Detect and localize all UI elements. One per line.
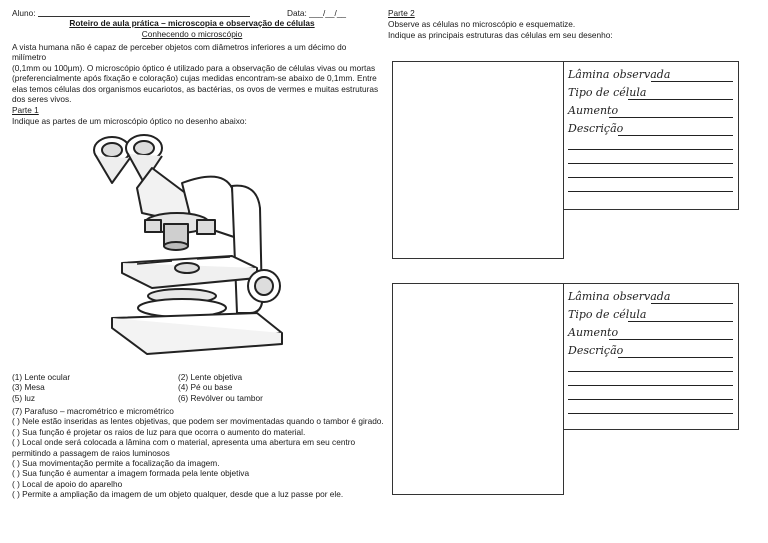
field-line-aumento[interactable]: [609, 339, 733, 340]
field-label-aumento: Aumento: [568, 326, 619, 339]
page-subtitle: Conhecendo o microscópio: [141, 29, 243, 39]
statement-item[interactable]: ( ) Permite a ampliação da imagem de um objeto qualquer, desde que a luz passe por ele.: [12, 489, 344, 500]
drawing-box-1[interactable]: [392, 61, 564, 259]
field-label-lamina: Lâmina observada: [568, 68, 671, 81]
field-line-extra[interactable]: [568, 149, 733, 150]
info-box-1: [563, 61, 739, 210]
page-title: Roteiro de aula prática – microscopia e observação de células: [69, 18, 315, 28]
field-label-descricao: Descrição: [568, 122, 624, 135]
microscope-illustration: [82, 128, 292, 363]
drawing-box-2[interactable]: [392, 283, 564, 495]
field-line-extra[interactable]: [568, 385, 733, 386]
field-line-descricao[interactable]: [618, 357, 733, 358]
field-line-extra[interactable]: [568, 177, 733, 178]
field-label-tipo: Tipo de célula: [568, 86, 647, 99]
field-line-tipo[interactable]: [628, 321, 733, 322]
statement-item[interactable]: ( ) Sua função é projetar os raios de luz para que ocorra o aumento do material.: [12, 426, 306, 437]
field-label-aumento: Aumento: [568, 104, 619, 117]
field-line-extra[interactable]: [568, 399, 733, 400]
parte2-line2: Indique as principais estruturas das células em seu desenho:: [388, 30, 613, 40]
statement-item[interactable]: ( ) Local de apoio do aparelho: [12, 478, 123, 489]
parte1-heading: Parte 1: [12, 105, 39, 115]
field-line-extra[interactable]: [568, 371, 733, 372]
parte1-instruction: Indique as partes de um microscópio óptico no desenho abaixo:: [12, 116, 247, 126]
field-label-tipo: Tipo de célula: [568, 308, 647, 321]
field-line-extra[interactable]: [568, 191, 733, 192]
statement-item[interactable]: ( ) Nele estão inseridas as lentes objetivas, que podem ser movimentadas quando o tambor é girado.: [12, 416, 384, 427]
parte2-line1: Observe as células no microscópio e esquematize.: [388, 19, 576, 29]
field-label-lamina: Lâmina observada: [568, 290, 671, 303]
statement-item[interactable]: ( ) Local onde será colocada a lâmina com o material, apresenta uma abertura em seu centro: [12, 437, 356, 448]
data-label: Data: ___/__/__: [287, 8, 347, 18]
field-line-tipo[interactable]: [628, 99, 733, 100]
field-line-extra[interactable]: [568, 163, 733, 164]
aluno-label: Aluno:: [12, 8, 36, 18]
statement-item[interactable]: ( ) Sua movimentação permite a focalização da imagem.: [12, 458, 220, 469]
parte2-heading: Parte 2: [388, 8, 415, 18]
parts-left-list: (1) Lente ocular (3) Mesa (5) luz: [12, 372, 71, 403]
field-label-descricao: Descrição: [568, 344, 624, 357]
field-line-descricao[interactable]: [618, 135, 733, 136]
field-line-lamina[interactable]: [651, 303, 733, 304]
info-box-2: [563, 283, 739, 430]
field-line-aumento[interactable]: [609, 117, 733, 118]
field-line-extra[interactable]: [568, 413, 733, 414]
parts-right-list: (2) Lente objetiva (4) Pé ou base (6) Revólver ou tambor: [178, 372, 263, 403]
field-line-lamina[interactable]: [651, 81, 733, 82]
statement-item[interactable]: ( ) Sua função é aumentar a imagem formada pela lente objetiva: [12, 468, 250, 479]
aluno-field[interactable]: [38, 16, 250, 17]
intro-paragraph: A vista humana não é capaz de perceber objetos com diâmetros inferiores a um décimo do milímetro (0,1mm ou 100µm). O microscópio óptico é utilizado para a observação de células vivas ou mortas (preferencialmente após fixação e coloração) cujas medidas encontram-se abaixo de 0,1mm. Entre elas temos células dos organismos eucariotos, as bactérias, os ovos de vermes e muitas estruturas dos seres vivos.: [12, 42, 379, 105]
statements-list: (7) Parafuso – macrométrico e micrométrico ( ) Nele estão inseridas as lentes objetivas, que podem ser movimentadas quando o tambor é girado. ( ) Sua função é projetar os raios de luz para que ocorra o aumento do material. ( ) Local onde será colocada a lâmina com o material, apresenta uma abertura em seu centro permitindo a passagem de raios luminosos ( ) Sua movimentação permite a focalização da imagem. ( ) Sua função é aumentar a imagem formada pela lente objetiva ( ) Local de apoio do aparelho ( ) Permite a ampliação da imagem de um objeto qualquer, desde que a luz passe por ele.: [12, 406, 387, 500]
